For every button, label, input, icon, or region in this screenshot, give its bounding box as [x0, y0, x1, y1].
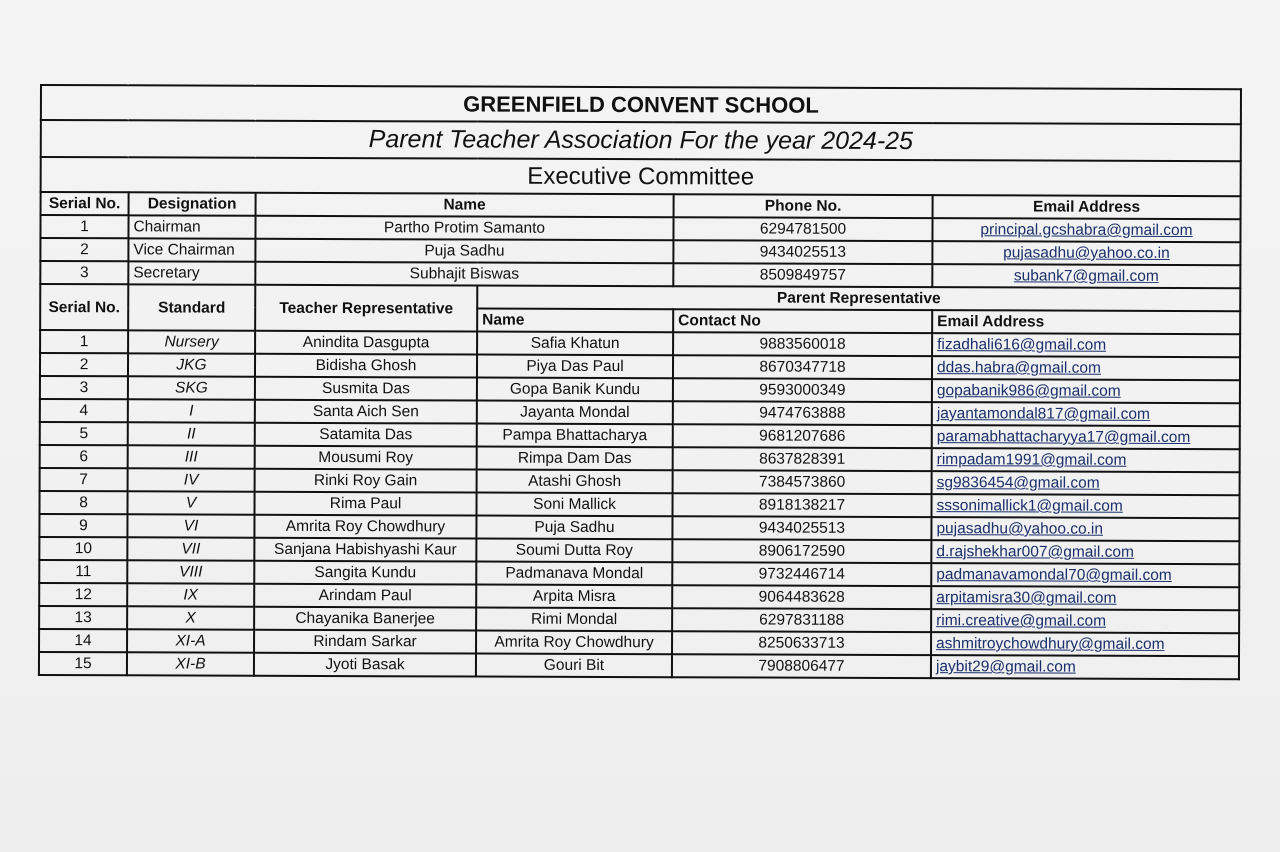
rep-standard: IX: [127, 583, 254, 606]
rep-teacher: Jyoti Basak: [254, 653, 476, 677]
rep-teacher: Santa Aich Sen: [255, 400, 477, 424]
exec-email-link[interactable]: pujasadhu@yahoo.co.in: [932, 241, 1240, 265]
representative-row: [39, 652, 1239, 679]
rep-standard: VIII: [127, 560, 254, 583]
rep-serial: 1: [40, 330, 128, 353]
association-title: Parent Teacher Association For the year 2024-25: [41, 120, 1241, 161]
rep-serial: 10: [39, 537, 127, 560]
exec-header-phone: Phone No.: [674, 194, 933, 218]
rep-email-link[interactable]: rimpadam1991@gmail.com: [932, 448, 1240, 472]
rep-header-teacher: Teacher Representative: [255, 285, 477, 332]
rep-contact: 8906172590: [672, 539, 931, 563]
rep-contact: 9681207686: [673, 424, 932, 448]
rep-serial: 7: [40, 468, 128, 491]
rep-standard: SKG: [128, 376, 255, 399]
exec-email-link[interactable]: subank7@gmail.com: [932, 264, 1240, 288]
rep-standard: III: [128, 445, 255, 468]
rep-standard: JKG: [128, 353, 255, 376]
rep-email-link[interactable]: gopabanik986@gmail.com: [932, 379, 1240, 403]
pta-document: [38, 84, 1240, 680]
exec-email-link[interactable]: principal.gcshabra@gmail.com: [932, 218, 1240, 242]
rep-email-link[interactable]: sssonimallick1@gmail.com: [931, 494, 1239, 518]
rep-contact: 9474763888: [673, 401, 932, 425]
rep-parent-name: Jayanta Mondal: [477, 401, 673, 425]
rep-standard: V: [127, 491, 254, 514]
exec-designation: Chairman: [128, 215, 255, 238]
exec-name: Partho Protim Samanto: [255, 216, 673, 240]
rep-contact: 9064483628: [672, 585, 931, 609]
pta-table: [38, 84, 1242, 680]
rep-parent-name: Safia Khatun: [477, 332, 673, 356]
exec-header-serial: Serial No.: [41, 192, 129, 215]
exec-header-designation: Designation: [129, 192, 256, 215]
exec-name: Puja Sadhu: [255, 239, 673, 263]
rep-parent-name: Arpita Misra: [476, 585, 672, 609]
rep-contact: 6297831188: [672, 608, 931, 632]
rep-parent-name: Pampa Bhattacharya: [477, 424, 673, 448]
rep-contact: 7384573860: [673, 470, 932, 494]
exec-header-name: Name: [256, 193, 674, 217]
rep-contact: 8637828391: [673, 447, 932, 471]
rep-standard: X: [127, 606, 254, 629]
rep-serial: 9: [39, 514, 127, 537]
rep-standard: XI-B: [127, 652, 254, 675]
exec-serial: 3: [40, 261, 128, 284]
rep-parent-name: Gopa Banik Kundu: [477, 378, 673, 402]
rep-email-link[interactable]: jaybit29@gmail.com: [931, 655, 1239, 679]
rep-teacher: Sanjana Habishyashi Kaur: [254, 538, 476, 562]
rep-serial: 2: [40, 353, 128, 376]
rep-standard: VII: [127, 537, 254, 560]
rep-teacher: Sangita Kundu: [254, 561, 476, 585]
rep-email-link[interactable]: pujasadhu@yahoo.co.in: [931, 517, 1239, 541]
exec-phone: 9434025513: [673, 240, 932, 264]
rep-parent-name: Piya Das Paul: [477, 355, 673, 379]
exec-name: Subhajit Biswas: [255, 262, 673, 286]
rep-header-parent-group: Parent Representative: [477, 286, 1240, 312]
rep-serial: 15: [39, 652, 127, 675]
rep-teacher: Amrita Roy Chowdhury: [254, 515, 476, 539]
rep-header-contact: Contact No: [673, 309, 932, 333]
rep-teacher: Bidisha Ghosh: [255, 354, 477, 378]
rep-header-row: [40, 284, 1240, 311]
rep-teacher: Rinki Roy Gain: [255, 469, 477, 493]
rep-serial: 11: [39, 560, 127, 583]
exec-phone: 6294781500: [673, 217, 932, 241]
exec-serial: 1: [40, 215, 128, 238]
rep-teacher: Satamita Das: [255, 423, 477, 447]
exec-header-email: Email Address: [933, 195, 1241, 219]
rep-contact: 7908806477: [672, 654, 931, 678]
rep-parent-name: Amrita Roy Chowdhury: [476, 631, 672, 655]
rep-serial: 4: [40, 399, 128, 422]
rep-contact: 9883560018: [673, 332, 932, 356]
exec-designation: Vice Chairman: [128, 238, 255, 261]
rep-parent-name: Rimpa Dam Das: [477, 447, 673, 471]
rep-teacher: Arindam Paul: [254, 584, 476, 608]
exec-phone: 8509849757: [673, 263, 932, 287]
rep-email-link[interactable]: d.rajshekhar007@gmail.com: [931, 540, 1239, 564]
exec-designation: Secretary: [128, 261, 255, 284]
rep-parent-name: Padmanava Mondal: [476, 562, 672, 586]
rep-parent-name: Soumi Dutta Roy: [476, 539, 672, 563]
rep-standard: I: [128, 399, 255, 422]
rep-standard: Nursery: [128, 330, 255, 353]
rep-header-serial: Serial No.: [40, 284, 128, 330]
rep-email-link[interactable]: rimi.creative@gmail.com: [931, 609, 1239, 633]
rep-contact: 8250633713: [672, 631, 931, 655]
rep-email-link[interactable]: jayantamondal817@gmail.com: [932, 402, 1240, 426]
rep-serial: 6: [40, 445, 128, 468]
rep-standard: VI: [127, 514, 254, 537]
committee-title: Executive Committee: [41, 157, 1241, 196]
rep-parent-name: Atashi Ghosh: [477, 470, 673, 494]
rep-parent-name: Rimi Mondal: [476, 608, 672, 632]
rep-teacher: Susmita Das: [255, 377, 477, 401]
rep-contact: 9593000349: [673, 378, 932, 402]
rep-standard: XI-A: [127, 629, 254, 652]
exec-serial: 2: [40, 238, 128, 261]
rep-header-standard: Standard: [128, 284, 255, 330]
rep-serial: 3: [40, 376, 128, 399]
rep-parent-name: Gouri Bit: [476, 654, 672, 678]
rep-standard: IV: [128, 468, 255, 491]
rep-email-link[interactable]: fizadhali616@gmail.com: [932, 333, 1240, 357]
rep-serial: 14: [39, 629, 127, 652]
rep-contact: 9434025513: [672, 516, 931, 540]
rep-email-link[interactable]: arpitamisra30@gmail.com: [931, 586, 1239, 610]
rep-header-parent-name: Name: [477, 309, 673, 333]
rep-teacher: Chayanika Banerjee: [254, 607, 476, 631]
rep-email-link[interactable]: ddas.habra@gmail.com: [932, 356, 1240, 380]
rep-teacher: Mousumi Roy: [255, 446, 477, 470]
rep-serial: 5: [40, 422, 128, 445]
rep-contact: 8918138217: [672, 493, 931, 517]
rep-teacher: Rindam Sarkar: [254, 630, 476, 654]
school-name: GREENFIELD CONVENT SCHOOL: [41, 85, 1241, 124]
rep-serial: 13: [39, 606, 127, 629]
rep-parent-name: Soni Mallick: [476, 493, 672, 517]
rep-teacher: Anindita Dasgupta: [255, 331, 477, 355]
rep-standard: II: [128, 422, 255, 445]
rep-email-link[interactable]: padmanavamondal70@gmail.com: [931, 563, 1239, 587]
rep-email-link[interactable]: ashmitroychowdhury@gmail.com: [931, 632, 1239, 656]
rep-serial: 12: [39, 583, 127, 606]
rep-header-email: Email Address: [932, 310, 1240, 334]
rep-parent-name: Puja Sadhu: [476, 516, 672, 540]
rep-serial: 8: [39, 491, 127, 514]
rep-contact: 9732446714: [672, 562, 931, 586]
rep-contact: 8670347718: [673, 355, 932, 379]
rep-email-link[interactable]: sg9836454@gmail.com: [932, 471, 1240, 495]
rep-teacher: Rima Paul: [254, 492, 476, 516]
rep-email-link[interactable]: paramabhattacharyya17@gmail.com: [932, 425, 1240, 449]
